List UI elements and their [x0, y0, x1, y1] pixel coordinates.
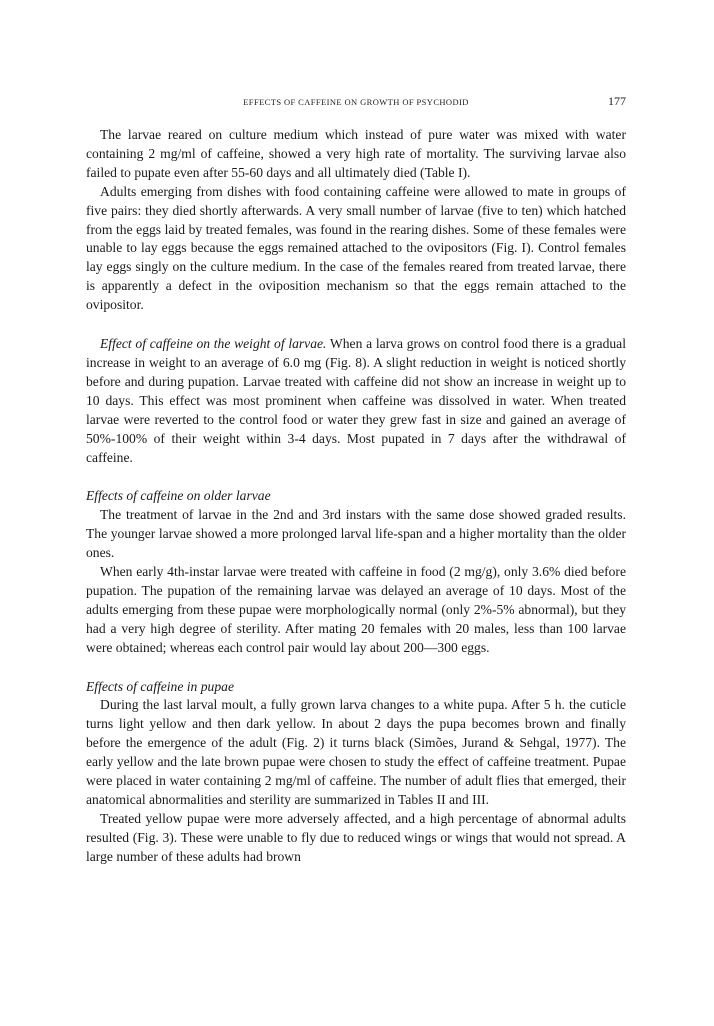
paragraph-weight — [86, 335, 626, 467]
running-head — [86, 94, 626, 110]
section-older-larvae — [86, 487, 626, 657]
paragraph-4th-instar: When early 4th-instar larvae were treated with caffeine in food (2 mg/g), only 3.6% died before pupation. The pupation of the remaining larvae was delayed an average of 10 days. Most of the adults emerging from these pupae were morphologically normal (only 2%-5% abnormal), but they had a very high degree of sterility. After mating 20 females with 20 males, less than 100 larvae were obtained; whereas each control pair would lay about 200—300 eggs. — [86, 564, 626, 655]
running-title: EFFECTS OF CAFFEINE ON GROWTH OF PSYCHODID — [243, 97, 469, 107]
section-pupae — [86, 678, 626, 867]
paragraph-larvae-mortality: The larvae reared on culture medium which instead of pure water was mixed with water containing 2 mg/ml of caffeine, showed a very high rate of mortality. The surviving larvae also failed to pupate even after 55-60 days and all ultimately died (Table I). — [86, 127, 626, 180]
paragraph-adults-mating: Adults emerging from dishes with food containing caffeine were allowed to mate in groups of five pairs: they died shortly afterwards. A very small number of larvae (five to ten) which hatched from the eggs laid by treated females, was found in the rearing dishes. Some of these females were unable to lay eggs because the eggs remained attached to the ovipositors (Fig. I). Control females lay eggs singly on the culture medium. In the case of the females reared from treated larvae, there is apparently a defect in the oviposition mechanism so that the eggs remain attached to the ovipositor. — [86, 183, 626, 313]
section-heading-pupae: Effects of caffeine in pupae — [86, 678, 234, 694]
paragraph-pupa-development: During the last larval moult, a fully grown larva changes to a white pupa. After 5 h. the cuticle turns light yellow and then dark yellow. In about 2 days the pupa becomes brown and finally before the emergence of the adult (Fig. 2) it turns black (Simões, Jurand & Sehgal, 1977). The early yellow and the late brown pupae were chosen to study the effect of caffeine treatment. Pupae were placed in water containing 2 mg/ml of caffeine. The number of adult flies that emerged, their anatomical abnormalities and sterility are summarized in Tables II and III. — [86, 697, 626, 807]
section-heading-older-larvae: Effects of caffeine on older larvae — [86, 488, 271, 504]
paragraph-instars: The treatment of larvae in the 2nd and 3rd instars with the same dose showed graded results. The younger larvae showed a more prolonged larval life-span and a higher mortality than the older ones. — [86, 507, 626, 561]
page-number: 177 — [608, 94, 626, 108]
page — [86, 94, 626, 867]
intro-section — [86, 126, 626, 315]
section-heading-weight: Effect of caffeine on the weight of larvae. — [100, 336, 327, 352]
section-weight-of-larvae — [86, 335, 626, 467]
paragraph-yellow-pupae: Treated yellow pupae were more adversely affected, and a high percentage of abnormal adults resulted (Fig. 3). These were unable to fly due to reduced wings or wings that would not spread. A large number of these adults had brown — [86, 810, 626, 864]
paragraph-weight-text: When a larva grows on control food there is a gradual increase in weight to an average of 6.0 mg (Fig. 8). A slight reduction in weight is noticed shortly before and during pupation. Larvae treated with caffeine did not show an increase in weight up to 10 days. This effect was most prominent when caffeine was dissolved in water. When treated larvae were reverted to the control food or water they grew fast in size and gained an average of 50%-100% of their weight within 3-4 days. Most pupated in 7 days after the withdrawal of caffeine. — [86, 336, 626, 465]
